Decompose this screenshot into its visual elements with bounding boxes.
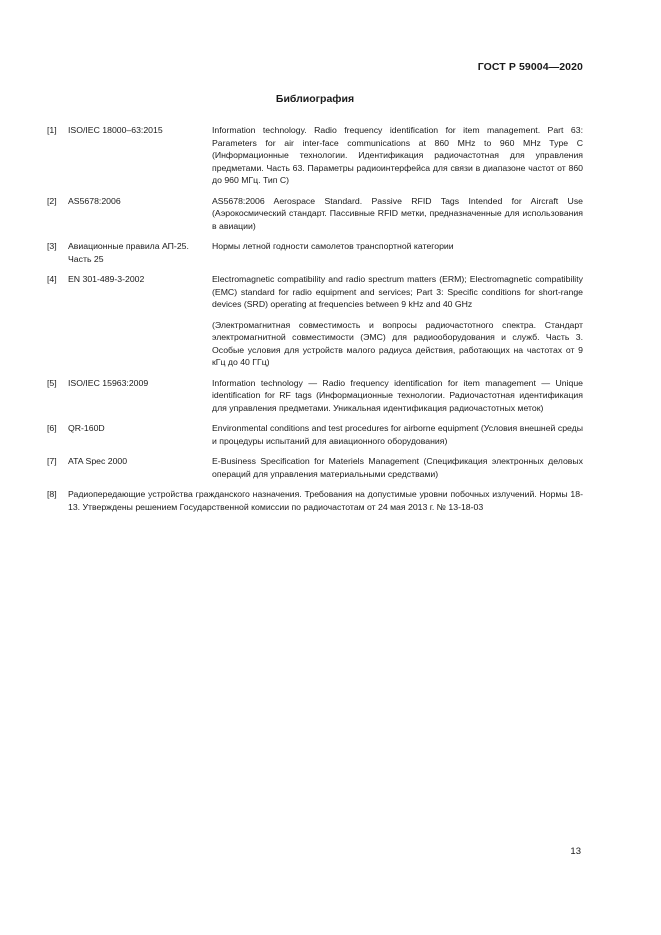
entry-reference: ISO/IEC 15963:2009 <box>68 377 149 388</box>
entry-description <box>212 124 583 187</box>
entry-number: [6] <box>47 423 57 433</box>
bibliography-entry <box>47 240 583 265</box>
entry-full-text: Радиопередающие устройства гражданского назначения. Требования на допустимые уровни побочных излучений. Нормы 18-13. Утверждены решением Государственной комиссии по радиочастотам от 24 мая 2013 г. № 13-18-03 <box>68 489 583 512</box>
page-title: Библиография <box>275 93 355 105</box>
bibliography-entry <box>47 273 583 369</box>
entry-description <box>212 377 583 415</box>
entry-description-translation: (Электромагнитная совместимость и вопросы радиочастотного спектра. Стандарт электромагнитной совместимости (ЭМС) для радиооборудования и служб. Часть 3. Особые условия для устройств малого радиуса действия, работающих на частотах от 9 кГц до 40 ГГц) <box>212 319 583 367</box>
entry-reference: ATA Spec 2000 <box>68 456 128 466</box>
entry-number: [8] <box>47 489 57 499</box>
entry-description-text: Information technology. Radio frequency identification for item management. Part 63: Parameters for air inter-face communications at 860 MHz to 960 MHz Type C (Информационные технологии. Идентификация радиочастотная для управления предметами. Часть 63. Параметры радиоинтерфейса для связи в диапазоне частот от 860 до 960 МГц. Тип С) <box>212 125 583 185</box>
entry-description-text: AS5678:2006 Aerospace Standard. Passive RFID Tags Intended for Aircraft Use (Аэрокосмический стандарт. Пассивные RFID метки, предназначенные для использования в авиации) <box>212 195 583 231</box>
entry-reference: ISO/IEC 18000–63:2015 <box>68 125 163 135</box>
bibliography-entry <box>47 422 583 447</box>
entry-reference: AS5678:2006 <box>68 195 121 206</box>
entry-number: [7] <box>47 456 57 466</box>
bibliography-entry <box>47 195 583 233</box>
entry-description-text: Environmental conditions and test procedures for airborne equipment (Условия внешней среды и процедуры испытаний для авиационного оборудования) <box>212 423 583 446</box>
entry-number: [4] <box>47 274 57 284</box>
entry-description <box>212 240 583 265</box>
entry-number: [5] <box>47 377 57 388</box>
entry-reference: EN 301-489-3-2002 <box>68 274 145 284</box>
entry-number: [2] <box>47 195 57 206</box>
page-number: 13 <box>570 846 581 857</box>
entry-description-text: Electromagnetic compatibility and radio spectrum matters (ERM); Electromagnetic compatibility (EMC) standard for radio equipment and services; Part 3: Specific conditions for short-range devices (SRD) operating at frequencies between 9 kHz and 40 GHz <box>212 274 583 309</box>
entry-reference: QR-160D <box>68 423 105 433</box>
entry-reference: Авиационные правила АП-25. Часть 25 <box>68 241 189 264</box>
entry-number: [1] <box>47 125 57 135</box>
entry-description <box>212 195 583 233</box>
entry-number: [3] <box>47 241 57 251</box>
entry-description <box>212 273 583 369</box>
entry-description-text: Нормы летной годности самолетов транспортной категории <box>212 241 454 251</box>
entry-description-text: E-Business Specification for Materiels Management (Спецификация электронных деловых операций для управления материальными средствами) <box>212 456 583 479</box>
bibliography-entry <box>47 488 583 513</box>
bibliography-entry <box>47 377 583 415</box>
document-code: ГОСТ Р 59004—2020 <box>477 61 583 73</box>
bibliography-entry <box>47 124 583 187</box>
bibliography-list <box>47 124 583 521</box>
entry-description-text: Information technology — Radio frequency identification for item management — Unique identification for RF tags (Информационные технологии. Радиочастотная идентификация для управления предметами. Уникальная идентификация радиочастотных меток) <box>212 377 583 413</box>
entry-description <box>212 422 583 447</box>
entry-description <box>212 455 583 480</box>
bibliography-entry <box>47 455 583 480</box>
